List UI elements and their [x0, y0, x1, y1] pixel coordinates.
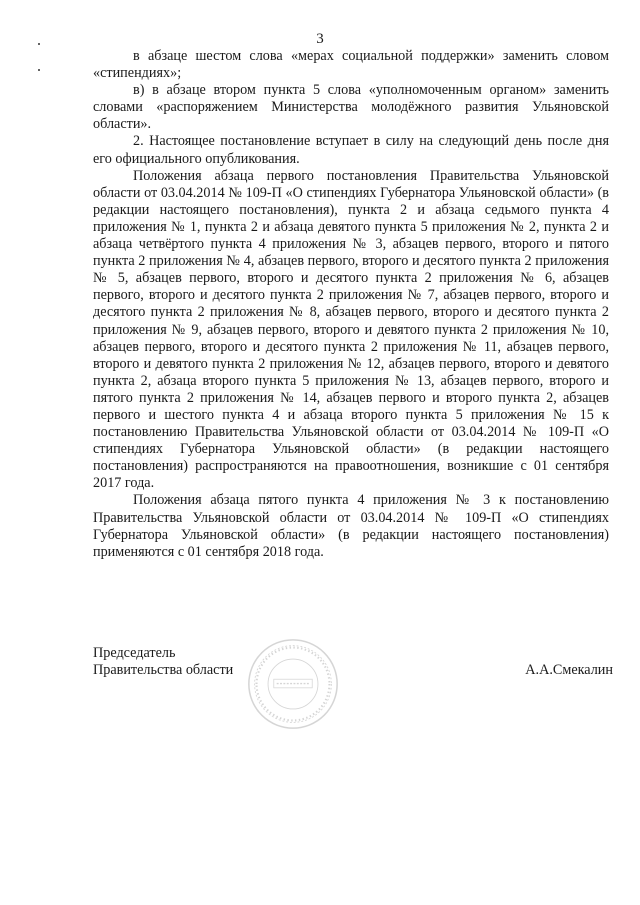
- margin-mark: [38, 43, 40, 45]
- paragraph-3: 2. Настоящее постановление вступает в силу на следующий день после дня его официального опубликования.: [93, 133, 609, 167]
- paragraph-5: Положения абзаца пятого пункта 4 приложения № 3 к постановлению Правительства Ульяновской области от 03.04.2014 № 109-П «О стипендиях Губернатора Ульяновской области» (в редакции настоящего постановления) применяются с 01 сентября 2018 года.: [93, 492, 609, 560]
- page-number: 3: [316, 31, 324, 47]
- signatory-title-line2: Правительства области: [93, 662, 234, 678]
- paragraph-2: в) в абзаце втором пункта 5 слова «уполномоченным органом» заменить словами «распоряжением Министерства молодёжного развития Ульяновской области».: [93, 82, 609, 133]
- signatory-title-line1: Председатель: [93, 645, 176, 661]
- signature-block: [93, 645, 613, 715]
- document-body: [93, 48, 609, 561]
- official-seal-icon: [245, 636, 341, 732]
- signatory-name: А.А.Смекалин: [525, 662, 613, 678]
- paragraph-4: Положения абзаца первого постановления Правительства Ульяновской области от 03.04.2014 № 109-П «О стипендиях Губернатора Ульяновской области» (в редакции настоящего постановления), пункта 2 и абзаца седьмого пункта 4 приложения № 1, пункта 2 и абзаца девятого пункта 5 приложения № 2, пункта 2 и абзаца четвёртого пункта 4 приложения № 3, абзацев первого, второго и пятого пункта 2 приложения № 4, абзацев первого, второго и десятого пункта 2 приложения № 5, абзацев первого, второго и десятого пункта 2 приложения № 6, абзацев первого, второго и десятого пункта 2 приложения № 7, абзацев первого, второго и десятого пункта 2 приложения № 8, абзацев первого, второго и десятого пункта 2 приложения № 9, абзацев первого, второго и девятого пункта 2 приложения № 10, абзацев первого, второго и десятого пункта 2 приложения № 11, абзацев первого, второго и девятого пункта 2 приложения № 12, абзацев первого, второго и девятого пункта 2, абзаца второго пункта 5 приложения № 13, абзацев первого, второго и пятого пункта 2 приложения № 14, абзацев первого и второго пункта 2, абзацев первого и шестого пункта 4 и абзаца второго пункта 5 приложения № 15 к постановлению Правительства Ульяновской области от 03.04.2014 № 109-П «О стипендиях Губернатора Ульяновской области» (в редакции настоящего постановления) распространяются на правоотношения, возникшие с 01 сентября 2017 года.: [93, 167, 609, 492]
- paragraph-1: в абзаце шестом слова «мерах социальной поддержки» заменить словом «стипендиях»;: [93, 48, 609, 82]
- margin-mark: [38, 69, 40, 71]
